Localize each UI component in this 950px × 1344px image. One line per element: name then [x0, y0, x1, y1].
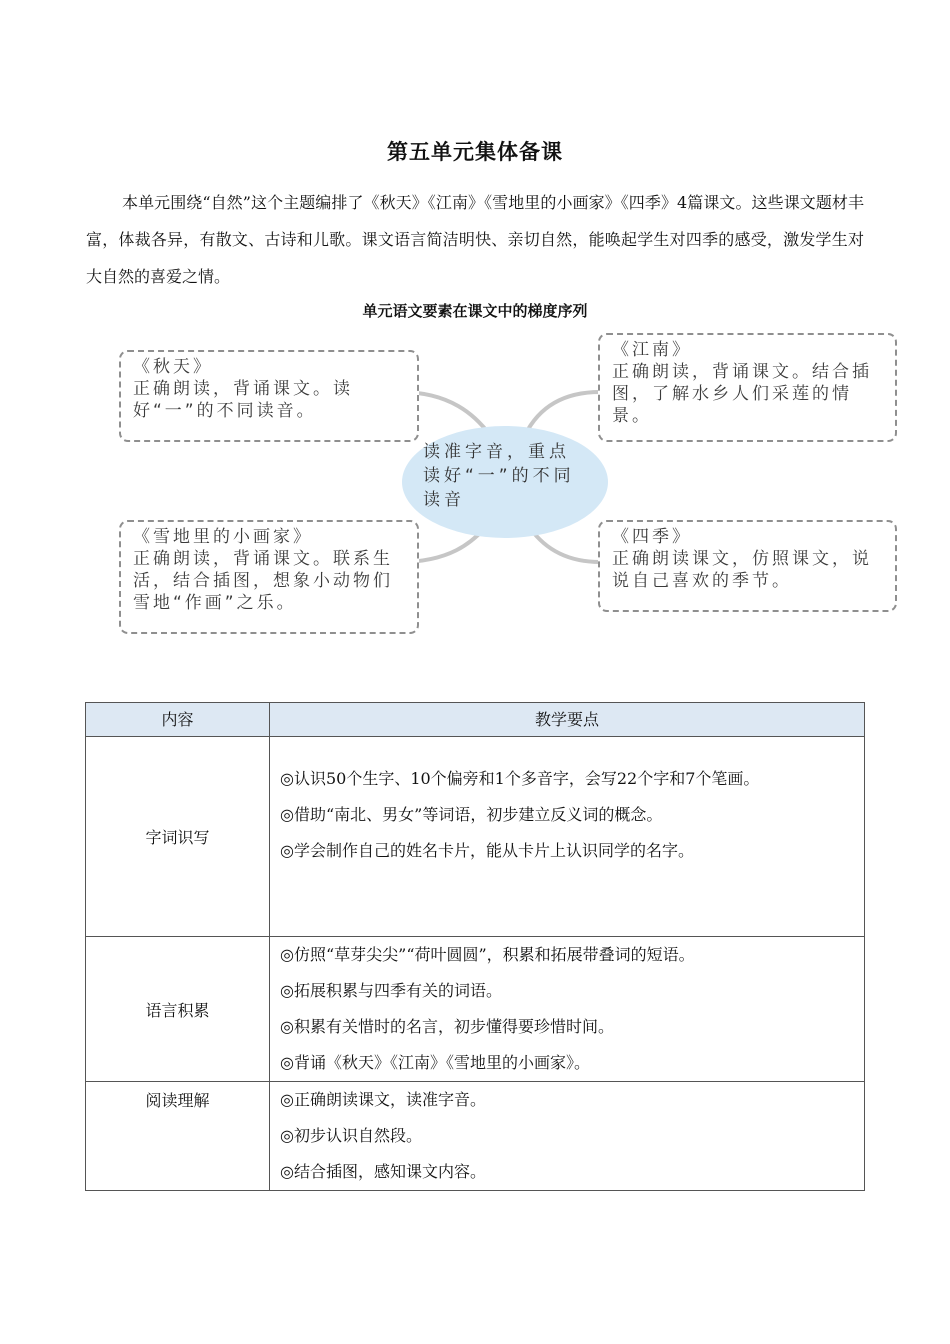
list-item: ◎借助“南北、男女”等词语，初步建立反义词的概念。	[280, 805, 663, 824]
row-items	[270, 737, 865, 937]
list-item: ◎初步认识自然段。	[280, 1126, 422, 1145]
mindmap-box-snow	[119, 520, 419, 634]
row-items	[270, 1082, 865, 1191]
header-content: 内容	[86, 703, 270, 737]
list-item: ◎背诵《秋天》《江南》《雪地里的小画家》。	[280, 1053, 590, 1072]
mindmap-box-jiangnan	[598, 333, 897, 442]
intro-paragraph: 本单元围绕“自然”这个主题编排了《秋天》《江南》《雪地里的小画家》《四季》4篇课文。这些课文题材丰富，体裁各异，有散文、古诗和儿歌。课文语言简洁明快、亲切自然，能唤起学生对四季的感受，激发学生对大自然的喜爱之情。	[86, 193, 864, 286]
header-teaching-points: 教学要点	[270, 703, 865, 737]
box-title-autumn: 《秋天》	[133, 357, 213, 377]
box-text-snow: 正确朗读，背诵课文。联系生活，结合插图，想象小动物们雪地“作画”之乐。	[133, 549, 393, 613]
box-title-jiangnan: 《江南》	[612, 340, 692, 360]
table-row	[86, 937, 865, 1082]
table-row	[86, 737, 865, 937]
page-title: 第五单元集体备课	[387, 139, 563, 164]
list-item: ◎积累有关惜时的名言，初步懂得要珍惜时间。	[280, 1017, 614, 1036]
box-text-seasons: 正确朗读课文，仿照课文，说说自己喜欢的季节。	[612, 549, 872, 591]
box-text-jiangnan: 正确朗读，背诵课文。结合插图，了解水乡人们采莲的情景。	[612, 362, 872, 426]
branch-top-right	[525, 392, 600, 435]
row-category: 字词识写	[86, 737, 270, 937]
box-title-snow: 《雪地里的小画家》	[133, 527, 313, 547]
list-item: ◎正确朗读课文，读准字音。	[280, 1090, 486, 1109]
mindmap-box-seasons	[598, 520, 897, 612]
mindmap-box-autumn	[119, 350, 419, 442]
teaching-points-table	[85, 702, 865, 1191]
mindmap-heading: 单元语文要素在课文中的梯度序列	[362, 302, 588, 320]
mindmap-center-text: 读准字音，重点读好“一”的不同读音	[423, 442, 575, 510]
table-row	[86, 1082, 865, 1191]
box-title-seasons: 《四季》	[612, 527, 692, 547]
row-category: 语言积累	[86, 937, 270, 1082]
box-text-autumn: 正确朗读，背诵课文。读好“一”的不同读音。	[133, 379, 353, 421]
row-category: 阅读理解	[86, 1082, 270, 1191]
list-item: ◎拓展积累与四季有关的词语。	[280, 981, 502, 1000]
list-item: ◎认识50个生字、10个偏旁和1个多音字，会写22个字和7个笔画。	[280, 769, 760, 788]
table-header-row	[86, 703, 865, 737]
list-item: ◎仿照“草芽尖尖”“荷叶圆圆”，积累和拓展带叠词的短语。	[280, 945, 695, 964]
list-item: ◎学会制作自己的姓名卡片，能从卡片上认识同学的名字。	[280, 841, 694, 860]
mindmap	[100, 330, 900, 640]
row-items	[270, 937, 865, 1082]
list-item: ◎结合插图，感知课文内容。	[280, 1162, 486, 1181]
